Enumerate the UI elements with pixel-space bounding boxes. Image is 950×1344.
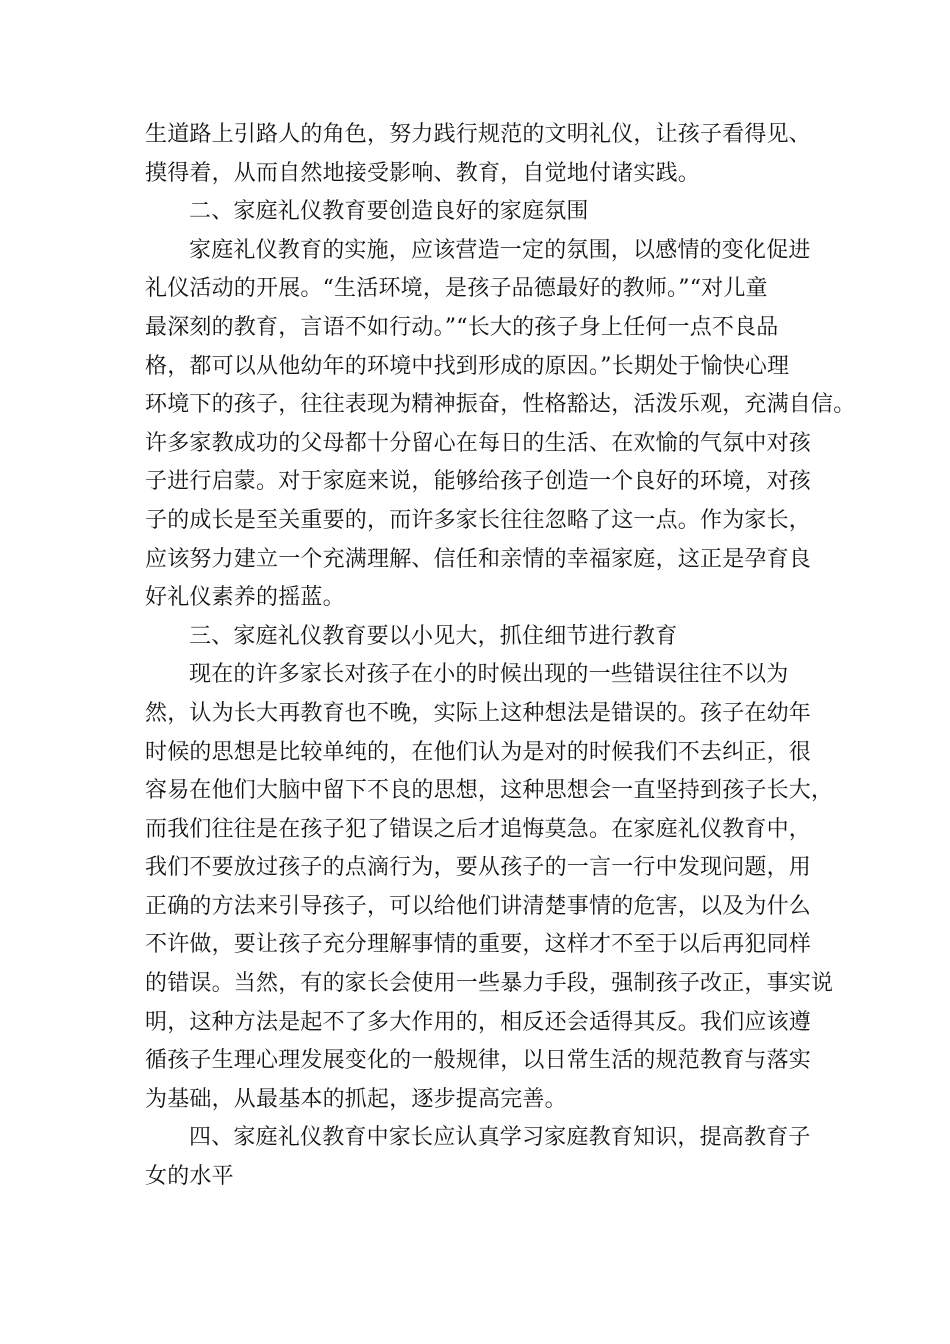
paragraph-line: 最深刻的教育，言语不如行动。”“长大的孩子身上任何一点不良品 xyxy=(145,314,779,340)
paragraph-line: 然，认为长大再教育也不晚，实际上这种想法是错误的。孩子在幼年 xyxy=(145,700,812,726)
body-paragraph xyxy=(145,116,812,193)
body-paragraph xyxy=(145,232,856,618)
paragraph-line: 明，这种方法是起不了多大作用的，相反还会适得其反。我们应该遵 xyxy=(145,1009,812,1035)
paragraph-line: 时候的思想是比较单纯的，在他们认为是对的时候我们不去纠正，很 xyxy=(145,739,812,765)
paragraph-line: 容易在他们大脑中留下不良的思想，这种思想会一直坚持到孩子长大， xyxy=(145,778,834,804)
paragraph-line: 的错误。当然，有的家长会使用一些暴力手段，强制孩子改正，事实说 xyxy=(145,971,834,997)
paragraph-line: 我们不要放过孩子的点滴行为，要从孩子的一言一行中发现问题，用 xyxy=(145,855,812,881)
paragraph-line: 应该努力建立一个充满理解、信任和亲情的幸福家庭，这正是孕育良 xyxy=(145,546,812,572)
paragraph-line: 礼仪活动的开展。“生活环境，是孩子品德最好的教师。”“对儿童 xyxy=(145,276,768,302)
paragraph-line: 现在的许多家长对孩子在小的时候出现的一些错误往往不以为 xyxy=(189,662,789,688)
section-heading xyxy=(145,193,805,232)
paragraph-line: 循孩子生理心理发展变化的一般规律，以日常生活的规范教育与落实 xyxy=(145,1048,812,1074)
paragraph-line: 子进行启蒙。对于家庭来说，能够给孩子创造一个良好的环境，对孩 xyxy=(145,469,812,495)
heading-line: 女的水平 xyxy=(145,1164,234,1190)
paragraph-line: 家庭礼仪教育的实施，应该营造一定的氛围，以感情的变化促进 xyxy=(189,237,811,263)
paragraph-line: 生道路上引路人的角色，努力践行规范的文明礼仪，让孩子看得见、 xyxy=(145,122,812,147)
paragraph-line: 摸得着，从而自然地接受影响、教育，自觉地付诸实践。 xyxy=(145,160,701,186)
paragraph-line: 不许做，要让孩子充分理解事情的重要，这样才不至于以后再犯同样 xyxy=(145,932,812,958)
section-heading xyxy=(145,1119,811,1196)
paragraph-line: 格，都可以从他幼年的环境中找到形成的原因。”长期处于愉快心理 xyxy=(145,353,790,379)
paragraph-line: 许多家教成功的父母都十分留心在每日的生活、在欢愉的气氛中对孩 xyxy=(145,430,812,456)
paragraph-line: 而我们往往是在孩子犯了错误之后才追悔莫急。在家庭礼仪教育中， xyxy=(145,816,812,842)
paragraph-line: 子的成长是至关重要的，而许多家长往往忽略了这一点。作为家长， xyxy=(145,507,812,533)
heading-line: 二、家庭礼仪教育要创造良好的家庭氛围 xyxy=(189,199,589,225)
paragraph-line: 环境下的孩子，往往表现为精神振奋，性格豁达，活泼乐观，充满自信。 xyxy=(145,392,856,418)
paragraph-line: 好礼仪素养的摇蓝。 xyxy=(145,585,345,611)
paragraph-line: 为基础，从最基本的抓起，逐步提高完善。 xyxy=(145,1086,567,1112)
document-body xyxy=(145,116,856,1197)
paragraph-line: 正确的方法来引导孩子，可以给他们讲清楚事情的危害，以及为什么 xyxy=(145,893,812,919)
heading-line: 四、家庭礼仪教育中家长应认真学习家庭教育知识，提高教育子 xyxy=(189,1125,811,1151)
body-paragraph xyxy=(145,656,834,1119)
section-heading xyxy=(145,618,805,657)
heading-line: 三、家庭礼仪教育要以小见大，抓住细节进行教育 xyxy=(189,623,678,649)
